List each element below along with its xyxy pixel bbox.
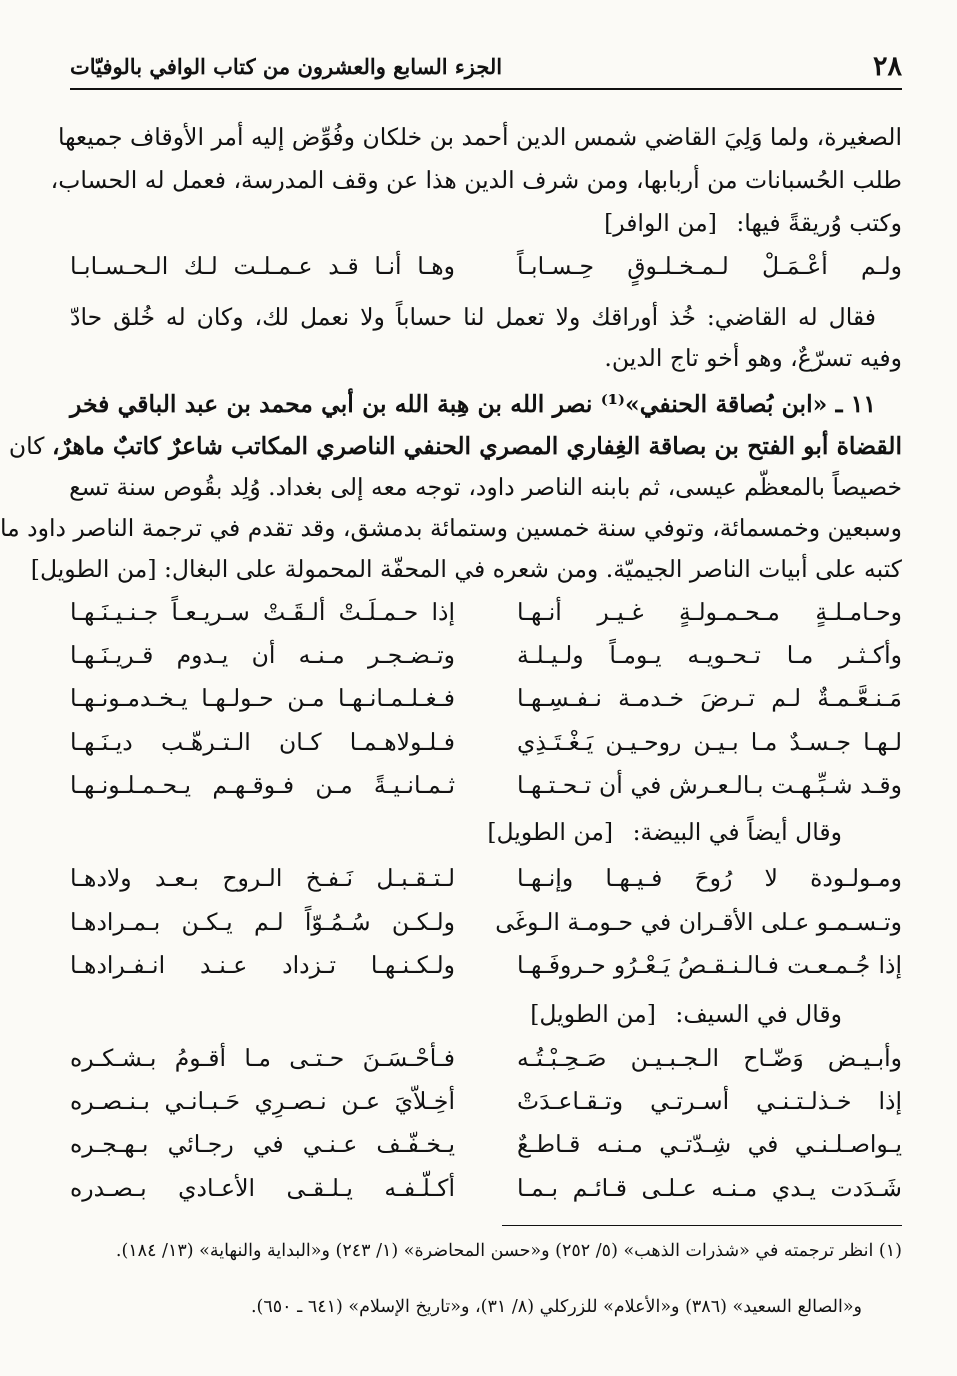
text-line: وفيه تسرّعٌ، وهو أخو تاج الدين. [604,344,902,372]
verse-left-hemistich: وتـضـجـر مـنـه أن يـدوم قـريـنَـهـا [70,641,455,669]
verse-left-hemistich: أكـلّـفـه يـلـقـى الأعـادي بـصـدره [70,1174,455,1202]
running-title: الجزء السابع والعشرون من كتاب الوافي بالوفيّات [70,53,503,79]
verse-right-hemistich: مَـنـعَّـمـةٌ لـم تـرضَ خـدمـة نـفـسِـهـا [517,684,902,712]
text-line: طلب الحُسبانات من أربابها، ومن شرف الدين هذا عن وقف المدرسة، فعمل له الحساب، [50,166,902,194]
verse-left-hemistich: وهـا أنـا قـد عـمـلـت لـك الـحـسـابـا [70,252,455,280]
verse-left-hemistich: فـلـولاهـمـا كـان الـتـرهّـب ديـنَـهـا [70,728,455,756]
verse-right-hemistich: ولـم أعْـمَـلْ لـمـخـلـوقٍ حِـسـابـاً [517,252,902,280]
entry-bold-text: القضاة أبو الفتح بن بصاقة الغِفاري المصري الحنفي الناصري المكاتب شاعرٌ كاتبٌ ماهرٌ، [51,432,902,460]
verse-right-hemistich: وأبـيـض وَضّـاح الـجـبـيـن صَـحِـبْـتُـه [517,1044,902,1072]
verse-right-hemistich: لـهـا جـسـدٌ مـا بـيـن روحـيـن يَـغْـتَـذِي [517,728,902,756]
entry-line [8,426,902,466]
footnote: (١) انظر ترجمته في «شذرات الذهب» (٥/ ٢٥٢) و«حسن المحاضرة» (١/ ٢٤٣) و«البداية والنهاية» (١٣/ ١٨٤). [115,1241,902,1261]
text-line: وسبعين وخمسمائة، وتوفي سنة خمسين وستمائة بدمشق، وقد تقدم في ترجمة الناصر داود ما [0,514,902,542]
verse-right-hemistich: ومـولـودة لا رُوحَ فـيـهـا وإنـهـا [517,864,902,892]
text-line: فقال له القاضي: خُذ أوراقك ولا تعمل لنا حساباً ولا نعمل لك، وكان له خُلق حادّ [70,303,876,331]
verse-left-hemistich: فـغـلـمـانـهـا مـن حـولـهـا يـخـدمـونـهـا [70,684,455,712]
verse-left-hemistich: لـتـقـبـل نَـفـخ الـروح بـعـد ولادهـا [70,864,455,892]
verse-right-hemistich: وحـامـلـةٍ مـحـمـولـةٍ غـيـر أنـهـا [517,598,902,626]
verse-left-hemistich: يـخـفّـف عـنـي في رجـائي بـهـجـره [70,1130,455,1158]
verse-left-hemistich: ثـمـانـيـةً مـن فـوقـهـم يـحـمـلـونـهـا [70,771,455,799]
verse-intro-line [70,812,902,852]
verse-right-hemistich: وأكـثـر مـا تـحـويـه يـومـاً ولـيـلـة [517,641,902,669]
text-line: خصيصاً بالمعظّم عيسى، ثم بابنه الناصر داود، توجه معه إلى بغداد. وُلِد بقُوص سنة تسع [69,473,902,501]
footnote-rule [502,1225,902,1226]
entry-heading: ١١ ـ «ابن بُصاقة الحنفي»⁽¹⁾ نصر الله بن هِبة الله بن أبي محمد بن عبد الباقي فخر [70,390,876,418]
verse-right-hemistich: وقـد شـبِّـهـت بـالـعـرش في أن تـحـتـهـا [517,771,902,799]
entry-text: كان [8,432,45,460]
verse-left-hemistich: إذا حـمـلَـتْ ألـقَـتْ سـريـعـاً جـنـيـنَـهـا [70,598,455,626]
footnote-continuation: و«الصالع السعيد» (٣٨٦) و«الأعلام» للزركلي (٨/ ٣١)، و«تاريخ الإسلام» (٦٤١ ـ ٦٥٠). [250,1297,862,1317]
meter-label: [من الوافر] [604,209,717,237]
verse-left-hemistich: ولـكـن سُـمُـوّاً لـم يـكـن بـمـرادهـا [70,908,455,936]
verse-intro: وكتب وُريقةً فيها: [736,209,902,237]
meter-label: [من الطويل] [487,818,614,846]
verse-intro: وقال في السيف: [675,1000,842,1028]
verse-right-hemistich: إذا جُـمـعـت فـالـنـقـصُ يَـعْـرُو حـروفَـهـا [517,951,902,979]
verse-right-hemistich: إذا خـذلـتـنـي أسـرتـي وتـقـاعـدَتْ [517,1087,902,1115]
text-line: كتبه على أبيات الناصر الجيميّة. ومن شعره في المحفّة المحمولة على البغال: [من الطويل] [30,555,902,583]
verse-intro-line [70,203,902,243]
meter-label: [من الطويل] [530,1000,656,1028]
verse-right-hemistich: شَـدَدت يـدي مـنـه عـلـى قـائـم بـمـا [517,1174,902,1202]
text-line: الصغيرة، ولما وَلِيَ القاضي شمس الدين أحمد بن خلكان وفُوِّض إليه أمر الأوقاف جميعها [57,123,902,151]
verse-left-hemistich: أخِـلاّيَ عـن نـصـرِي حَـبـانـي بـنـصـره [70,1087,455,1115]
verse-intro-line [70,994,902,1034]
verse-right-hemistich: يـواصـلـنـي في شِـدّتـي مـنـه قـاطـعٌ [517,1130,902,1158]
verse-right-hemistich: وتـسـمـو عـلى الأقـران في حـومـة الـوغَى [495,908,902,936]
page-header [70,44,902,90]
verse-intro: وقال أيضاً في البيضة: [632,818,842,846]
verse-left-hemistich: فـأحْـسَـنَ حـتـى مـا أقـومُ بـشـكـره [70,1044,455,1072]
verse-left-hemistich: ولـكـنـهـا تـزداد عـنـد انـفـرادهـا [70,951,455,979]
page-number: ٢٨ [872,50,902,82]
